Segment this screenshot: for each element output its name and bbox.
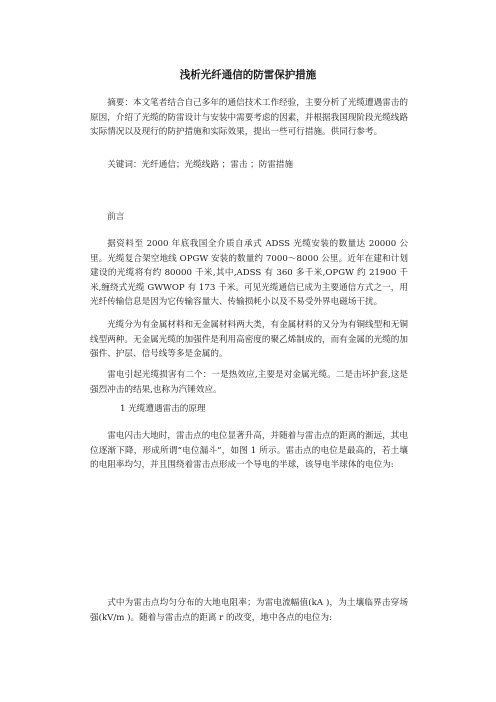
body-paragraph: 雷电引起光缆损害有二个：一是热效应,主要是对金属光缆。二是击坏护套,这是强烈冲击的结果,也称为汽锤效应。 [90,370,408,395]
body-paragraph: 雷电闪击大地时，雷击点的电位显著升高，并随着与雷击点的距离的渐远，其电位逐渐下降，形成所谓“电位漏斗”，如图 1 所示。雷击点的电位是最高的，若土壤的电阻率均匀，并且围绕着雷击点形成一个导电的半球，该导电半球体的电位为: [90,431,408,471]
section-heading: 1 光缆遭遇雷击的原理 [120,404,206,414]
abstract-paragraph: 摘要：本文笔者结合自己多年的通信技术工作经验，主要分析了光缆遭遇雷击的原因，介绍了光缆的防雷设计与安装中需要考虑的因素，并根据我国现阶段光缆线路实际情况以及现行的防护措施和实际效果，提出一些可行措施。供同行参考。 [90,98,408,138]
body-paragraph: 据资料至 2000 年底我国全介质自承式 ADSS 光缆安装的数量达 20000 公里。光缆复合架空地线 OPGW 安装的数量约 7000～8000 公里。近年在建和计划建设的光缆将有约 80000 千米,其中,ADSS 有 360 多千米,OPGW 约 21900 千米,缠绕式光缆 GWWOP 有 173 千米。可见光缆通信已成为主要通信方式之一，用光纤传输信息是因为它传输容量大、传输损耗小以及不易受外界电磁场干扰。 [90,239,408,308]
keywords-line: 关键词：光纤通信；光缆线路 ；雷击 ；防雷措施 [107,160,294,170]
section-heading-foreword: 前言 [107,212,125,222]
body-paragraph: 式中为雷击点均匀分布的大地电阻率；为雷电流幅值(kA )，为土壤临界击穿场强(kV/m )。随着与雷击点的距离 r 的改变，地中各点的电位为: [90,598,408,623]
document-title: 浅析光纤通信的防雷保护措施 [179,69,317,81]
formula-placeholder [90,490,408,590]
body-paragraph: 光缆分为有金属材料和无金属材料两大类，有金属材料的又分为有铜线型和无铜线型两种。无金属光缆的加强件是利用高密度的聚乙烯制成的，而有金属的光缆的加强件、护层、信号线等多是金属的。 [90,320,408,360]
